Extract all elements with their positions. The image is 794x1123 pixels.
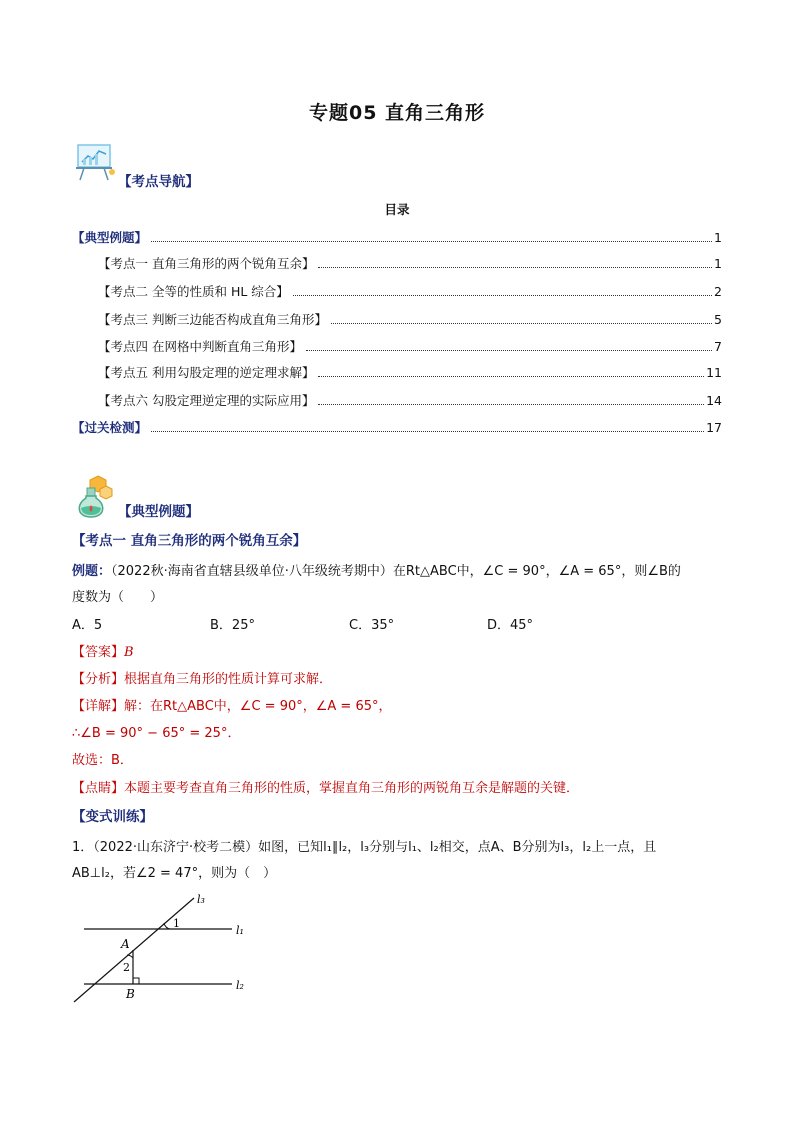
toc-leader-dots xyxy=(318,404,704,405)
example-label: 例题： xyxy=(72,564,112,579)
toc-entry-label: 【考点一 直角三角形的两个锐角互余】 xyxy=(98,256,315,271)
toc-entry-page: 5 xyxy=(714,312,722,327)
page-title: 专题05 直角三角形 xyxy=(308,102,486,124)
toc-title: 目录 xyxy=(384,202,410,217)
comment-text: 本题主要考查直角三角形的性质，掌握直角三角形的两锐角互余是解题的关键． xyxy=(124,781,580,796)
toc-entry-page: 1 xyxy=(714,230,722,245)
flask-icon xyxy=(72,474,116,518)
detail-line2: ∴∠B = 90° − 65° = 25°． xyxy=(72,726,241,741)
toc-entry[interactable] xyxy=(98,254,722,272)
example-text: （2022秋·海南省直辖县级单位·八年级统考期中）在Rt△ABC中，∠C = 90°，∠A = 65°，则∠B的 xyxy=(111,564,681,579)
toc-entry-page: 7 xyxy=(714,339,722,354)
geometry-figure xyxy=(60,890,260,1010)
angle2-arc xyxy=(127,955,133,958)
option-c: C．35° xyxy=(349,618,395,633)
question1-line1: 1．（2022·山东济宁·校考二模）如图，已知l₁∥l₂，l₃分别与l₁、l₂相交，点A、B分别为l₃，l₂上一点，且 xyxy=(72,840,657,855)
toc-entry-page: 11 xyxy=(706,365,722,380)
toc-entry[interactable] xyxy=(98,391,722,409)
toc-entry-label: 【过关检测】 xyxy=(72,420,148,435)
toc-entry[interactable] xyxy=(98,337,722,355)
toc-entry-label: 【考点三 判断三边能否构成直角三角形】 xyxy=(98,312,327,327)
option-b: B．25° xyxy=(210,618,255,633)
toc-entry-page: 14 xyxy=(706,393,722,408)
toc-entry-label: 【考点五 利用勾股定理的逆定理求解】 xyxy=(98,365,315,380)
label-angle1: 1 xyxy=(173,917,180,930)
option-a: A．5 xyxy=(72,618,103,633)
toc-entry[interactable] xyxy=(98,363,722,381)
toc-leader-dots xyxy=(151,431,704,432)
toc-leader-dots xyxy=(306,350,712,351)
comment-label: 【点睛】 xyxy=(72,781,125,796)
examples-heading: 【典型例题】 xyxy=(118,504,199,520)
answer-label: 【答案】 xyxy=(72,645,125,660)
toc-leader-dots xyxy=(151,241,712,242)
comment-line xyxy=(72,777,579,796)
toc-entry[interactable] xyxy=(72,228,722,246)
option-d: D．45° xyxy=(487,618,534,633)
toc-entry-label: 【典型例题】 xyxy=(72,230,148,245)
analysis-line xyxy=(72,668,332,687)
toc-entry-page: 2 xyxy=(714,284,722,299)
label-l1: l₁ xyxy=(236,924,244,937)
answer-line xyxy=(72,641,134,660)
detail-text1: 解：在Rt△ABC中，∠C = 90°，∠A = 65°， xyxy=(124,699,392,714)
toc-entry-page: 17 xyxy=(706,420,722,435)
toc-entry-label: 【考点二 全等的性质和 HL 综合】 xyxy=(98,284,289,299)
toc-leader-dots xyxy=(318,267,712,268)
example-line2: 度数为（ ） xyxy=(72,590,164,605)
answer-value: B xyxy=(124,645,134,660)
toc-leader-dots xyxy=(318,376,704,377)
toc-entry-label: 【考点六 勾股定理逆定理的实际应用】 xyxy=(98,393,315,408)
detail-line3: 故选：B． xyxy=(72,753,133,768)
detail-line1 xyxy=(72,695,391,714)
toc-leader-dots xyxy=(293,295,712,296)
analysis-label: 【分析】 xyxy=(72,672,125,687)
example-line1 xyxy=(72,560,681,579)
question1-line2: AB⊥l₂，若∠2 = 47°，则为（ ） xyxy=(72,866,277,881)
toc-entry[interactable] xyxy=(72,418,722,436)
right-angle-mark xyxy=(133,978,139,984)
practice-heading: 【变式训练】 xyxy=(72,809,153,825)
toc-entry[interactable] xyxy=(98,282,722,300)
point1-heading: 【考点一 直角三角形的两个锐角互余】 xyxy=(72,533,307,549)
easel-chart-icon xyxy=(74,142,118,182)
label-angle2: 2 xyxy=(123,961,130,974)
toc-entry-label: 【考点四 在网格中判断直角三角形】 xyxy=(98,339,302,354)
toc-entry-page: 1 xyxy=(714,256,722,271)
label-a: A xyxy=(121,937,130,951)
nav-heading: 【考点导航】 xyxy=(118,174,199,190)
toc-entry[interactable] xyxy=(98,310,722,328)
label-l3: l₃ xyxy=(197,893,205,906)
analysis-text: 根据直角三角形的性质计算可求解． xyxy=(124,672,333,687)
label-b: B xyxy=(126,987,135,1001)
label-l2: l₂ xyxy=(236,979,244,992)
detail-label: 【详解】 xyxy=(72,699,125,714)
toc-leader-dots xyxy=(331,323,712,324)
